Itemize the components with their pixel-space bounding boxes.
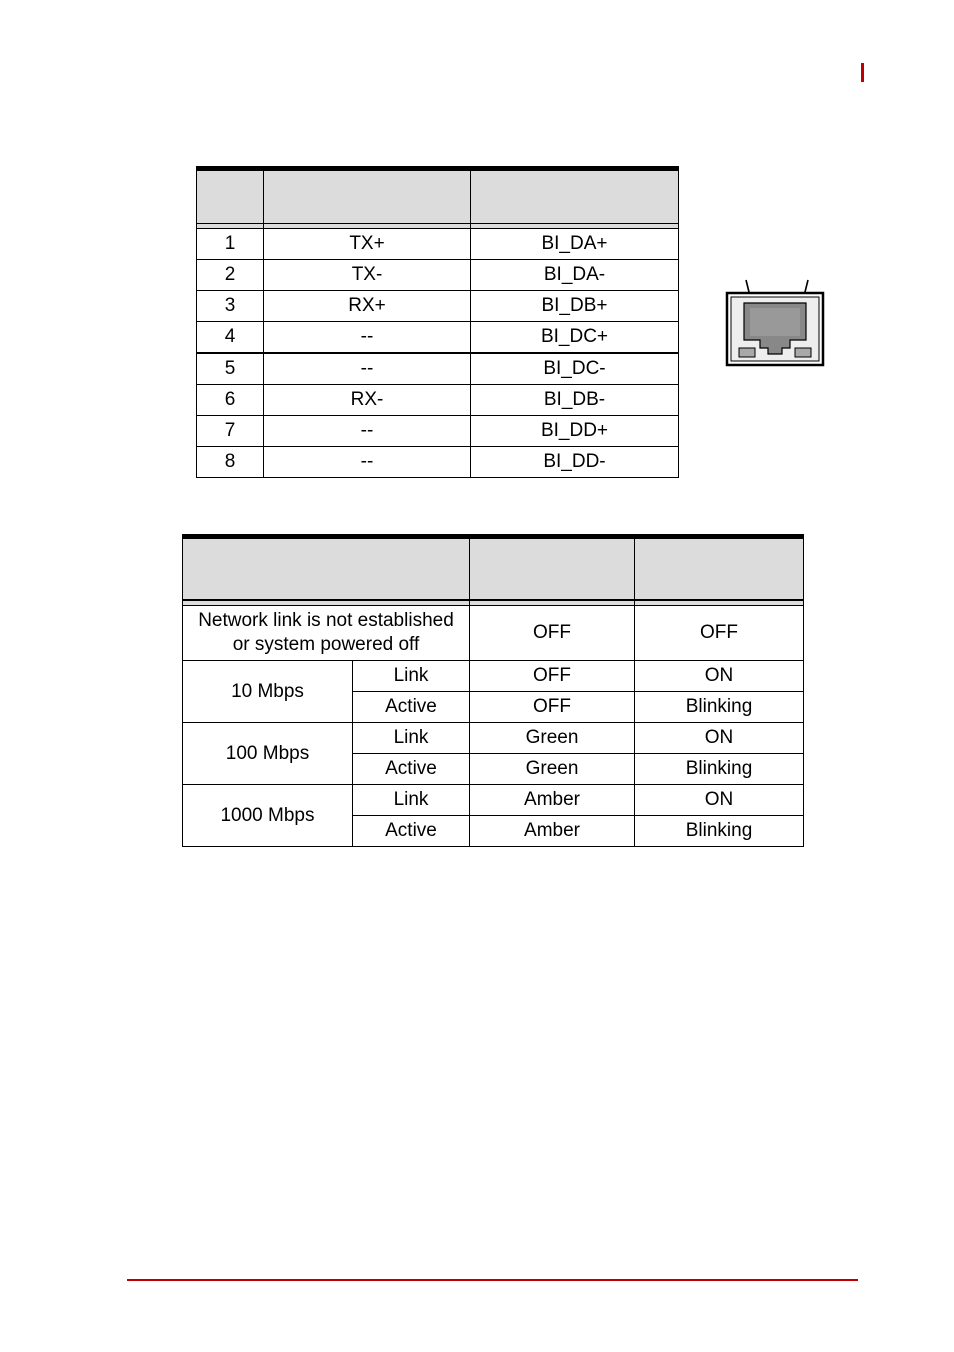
led1-state: OFF bbox=[470, 661, 635, 692]
table-row bbox=[183, 606, 804, 661]
led2-state: Blinking bbox=[635, 692, 804, 723]
pin-number: 4 bbox=[197, 322, 264, 354]
signal-1000: BI_DD- bbox=[471, 447, 679, 478]
pin-number: 5 bbox=[197, 353, 264, 385]
state-label: Active bbox=[353, 692, 470, 723]
no-link-line-2: or system powered off bbox=[232, 634, 420, 655]
state-label: Link bbox=[353, 785, 470, 816]
footer-rule bbox=[127, 1279, 858, 1281]
pin-assignment-table bbox=[196, 166, 679, 478]
pin-number: 7 bbox=[197, 416, 264, 447]
signal-1000: BI_DA+ bbox=[471, 229, 679, 260]
no-link-line-1: Network link is not established bbox=[198, 610, 454, 631]
speed-label: 1000 Mbps bbox=[183, 785, 353, 847]
no-link-status bbox=[183, 606, 470, 661]
led2-state: ON bbox=[635, 661, 804, 692]
led1-state: Amber bbox=[470, 785, 635, 816]
led-table-header bbox=[183, 537, 804, 601]
led-status-table bbox=[182, 534, 804, 847]
signal-1000: BI_DA- bbox=[471, 260, 679, 291]
state-label: Link bbox=[353, 661, 470, 692]
state-label: Active bbox=[353, 754, 470, 785]
signal-1000: BI_DC- bbox=[471, 353, 679, 385]
table-row bbox=[197, 291, 679, 322]
signal-1000: BI_DC+ bbox=[471, 322, 679, 354]
pin-table-header bbox=[197, 169, 679, 224]
signal-1000: BI_DB- bbox=[471, 385, 679, 416]
led2-state: ON bbox=[635, 785, 804, 816]
signal-10-100: RX+ bbox=[264, 291, 471, 322]
pin-number: 8 bbox=[197, 447, 264, 478]
led1-state: Amber bbox=[470, 816, 635, 847]
pin-number: 2 bbox=[197, 260, 264, 291]
led1-state: OFF bbox=[470, 692, 635, 723]
led2-state: OFF bbox=[635, 606, 804, 661]
led2-state: Blinking bbox=[635, 816, 804, 847]
table-row bbox=[183, 785, 804, 816]
table-row bbox=[197, 229, 679, 260]
pin-number: 3 bbox=[197, 291, 264, 322]
header-accent-mark bbox=[861, 63, 864, 82]
signal-10-100: -- bbox=[264, 416, 471, 447]
table-row bbox=[197, 416, 679, 447]
signal-10-100: RX- bbox=[264, 385, 471, 416]
signal-1000: BI_DB+ bbox=[471, 291, 679, 322]
table-row bbox=[197, 447, 679, 478]
led2-state: ON bbox=[635, 723, 804, 754]
signal-10-100: TX+ bbox=[264, 229, 471, 260]
signal-1000: BI_DD+ bbox=[471, 416, 679, 447]
signal-10-100: -- bbox=[264, 447, 471, 478]
pin-number: 6 bbox=[197, 385, 264, 416]
state-label: Link bbox=[353, 723, 470, 754]
table-row bbox=[197, 322, 679, 354]
speed-label: 100 Mbps bbox=[183, 723, 353, 785]
signal-10-100: -- bbox=[264, 322, 471, 354]
rj45-connector-icon bbox=[722, 278, 828, 370]
table-row bbox=[183, 661, 804, 692]
table-row bbox=[197, 260, 679, 291]
pin-number: 1 bbox=[197, 229, 264, 260]
signal-10-100: -- bbox=[264, 353, 471, 385]
state-label: Active bbox=[353, 816, 470, 847]
led1-state: Green bbox=[470, 754, 635, 785]
led2-state: Blinking bbox=[635, 754, 804, 785]
led1-state: Green bbox=[470, 723, 635, 754]
table-row bbox=[197, 353, 679, 385]
table-row bbox=[197, 385, 679, 416]
led1-state: OFF bbox=[470, 606, 635, 661]
speed-label: 10 Mbps bbox=[183, 661, 353, 723]
signal-10-100: TX- bbox=[264, 260, 471, 291]
table-row bbox=[183, 723, 804, 754]
